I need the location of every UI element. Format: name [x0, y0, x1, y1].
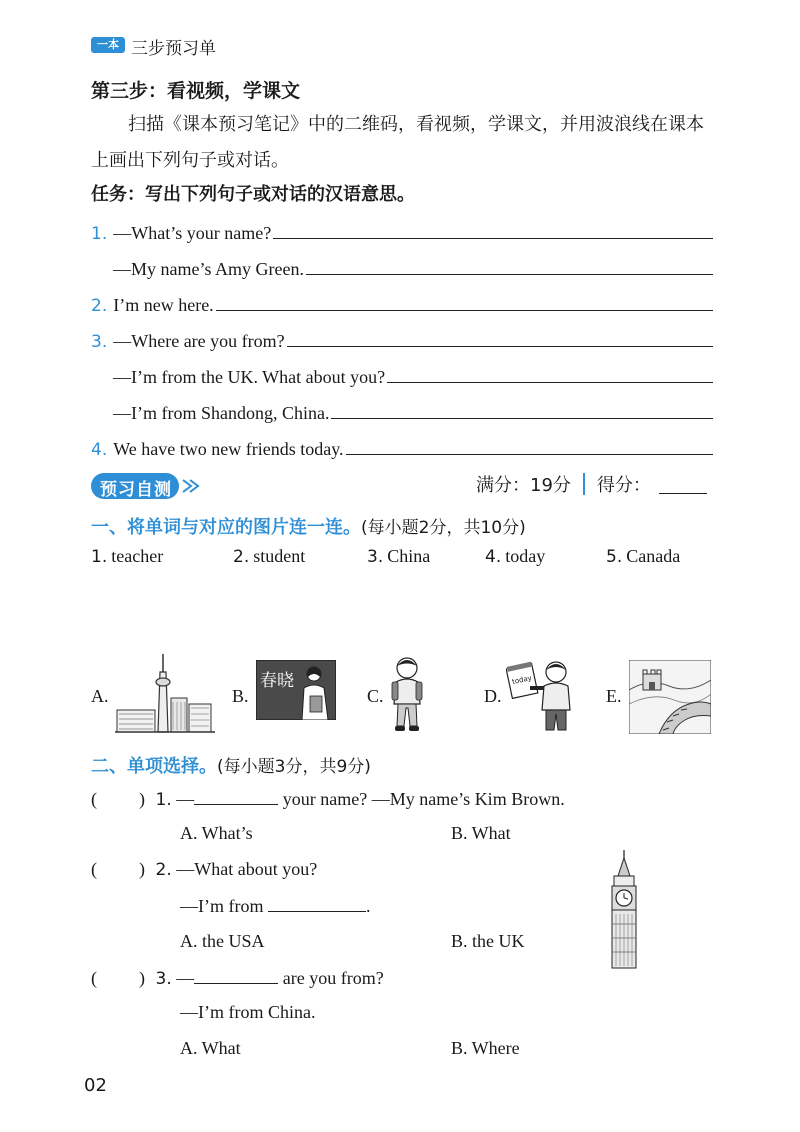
item-text: —Where are you from? — [113, 331, 285, 351]
series-title: 三步预习单 — [131, 39, 216, 59]
score-area — [476, 471, 707, 497]
question-2 — [91, 859, 317, 880]
boy-calendar-icon[interactable] — [506, 658, 578, 734]
translation-item — [91, 250, 713, 280]
answer-line[interactable] — [346, 454, 713, 455]
word-number: 4. — [485, 547, 502, 567]
item-text: I’m new here. — [113, 295, 214, 315]
answer-line[interactable] — [331, 418, 713, 419]
item-number: 1. — [91, 224, 108, 244]
series-logo: 一本 — [91, 37, 125, 53]
question-line2-prefix: —I’m from — [180, 896, 268, 916]
question-suffix: your name? —My name’s Kim Brown. — [278, 789, 565, 809]
item-number: 3. — [91, 332, 108, 352]
item-text: —I’m from the UK. What about you? — [113, 367, 386, 387]
page-number: 02 — [84, 1075, 107, 1096]
section1-title — [91, 513, 526, 539]
item-text: —I’m from Shandong, China. — [113, 403, 330, 423]
fill-blank[interactable] — [268, 895, 366, 912]
answer-line[interactable] — [287, 346, 713, 347]
translation-item — [91, 322, 713, 352]
answer-bracket-open[interactable]: ( — [91, 968, 97, 988]
item-text: —What’s your name? — [113, 223, 272, 243]
translation-item — [91, 358, 713, 388]
section2-title — [91, 752, 371, 778]
word-text: Canada — [626, 546, 681, 566]
question-prefix: —What about you? — [176, 859, 318, 879]
word-text: teacher — [111, 546, 164, 566]
translation-item — [91, 394, 713, 424]
word-item[interactable] — [233, 546, 305, 567]
answer-bracket-close[interactable]: ) — [139, 859, 145, 879]
picture-letter: E. — [606, 686, 622, 706]
quiz-badge — [91, 472, 201, 500]
question-prefix: — — [176, 968, 195, 988]
got-score-label: 得分： — [596, 475, 651, 496]
word-text: student — [253, 546, 306, 566]
section2-heading: 二、单项选择。 — [91, 756, 217, 777]
step-title: 第三步：看视频，学课文 — [91, 80, 301, 102]
picture-letter: C. — [367, 686, 384, 706]
answer-line[interactable] — [216, 310, 713, 311]
translation-item — [91, 286, 713, 316]
score-input-line[interactable] — [659, 475, 707, 494]
picture-letter: B. — [232, 686, 249, 706]
option-a[interactable]: A. the USA — [180, 931, 265, 951]
word-item[interactable] — [91, 546, 163, 567]
answer-line[interactable] — [306, 274, 713, 275]
question-3-line2: —I’m from China. — [180, 1002, 316, 1022]
answer-line[interactable] — [273, 238, 713, 239]
question-number: 3. — [155, 969, 172, 989]
cn-tower-icon[interactable] — [115, 652, 215, 734]
answer-bracket-close[interactable]: ) — [139, 968, 145, 988]
translation-item — [91, 214, 713, 244]
score-divider — [583, 473, 585, 495]
task-title: 任务：写出下列句子或对话的汉语意思。 — [91, 184, 415, 205]
blackboard-text: 春晓 — [260, 671, 294, 691]
picture-letter: D. — [484, 686, 502, 706]
option-b[interactable]: B. the UK — [451, 931, 525, 951]
word-text: China — [387, 546, 431, 566]
answer-line[interactable] — [387, 382, 713, 383]
full-score: 满分：19分 — [476, 475, 571, 496]
question-number: 1. — [155, 790, 172, 810]
step-instruction: 扫描《课本预习笔记》中的二维码，看视频，学课文，并用波浪线在课本上画出下列句子或对话。 — [91, 114, 704, 171]
section1-note: (每小题2分，共10分) — [361, 518, 526, 538]
word-number: 3. — [367, 547, 384, 567]
fill-blank[interactable] — [194, 967, 278, 984]
question-number: 2. — [155, 860, 172, 880]
question-line2-suffix: . — [365, 896, 371, 916]
item-number: 4. — [91, 440, 108, 460]
option-b[interactable]: B. What — [451, 823, 511, 843]
word-number: 1. — [91, 547, 108, 567]
item-number: 2. — [91, 296, 108, 316]
question-prefix: — — [176, 789, 195, 809]
word-item[interactable] — [606, 546, 680, 567]
option-a[interactable]: A. What — [180, 1038, 241, 1058]
teacher-blackboard-icon[interactable] — [256, 660, 336, 720]
section2-note: (每小题3分，共9分) — [217, 757, 371, 777]
answer-bracket-open[interactable]: ( — [91, 789, 97, 809]
word-text: today — [505, 546, 546, 566]
word-number: 5. — [606, 547, 623, 567]
quiz-badge-label: 预习自测 — [100, 480, 172, 500]
answer-bracket-close[interactable]: ) — [139, 789, 145, 809]
option-a[interactable]: A. What’s — [180, 823, 253, 843]
picture-letter: A. — [91, 686, 109, 706]
word-item[interactable] — [485, 546, 545, 567]
question-2-line2 — [180, 895, 370, 917]
question-3 — [91, 967, 384, 989]
item-text: We have two new friends today. — [113, 439, 344, 459]
great-wall-icon[interactable] — [629, 660, 711, 734]
question-1 — [91, 788, 565, 810]
translation-item — [91, 430, 713, 460]
item-text: —My name’s Amy Green. — [113, 259, 304, 279]
section1-heading: 一、将单词与对应的图片连一连。 — [91, 517, 361, 538]
word-item[interactable] — [367, 546, 430, 567]
fill-blank[interactable] — [194, 788, 278, 805]
option-b[interactable]: B. Where — [451, 1038, 520, 1058]
student-boy-icon[interactable] — [389, 656, 425, 734]
big-ben-icon — [606, 850, 642, 970]
answer-bracket-open[interactable]: ( — [91, 859, 97, 879]
calendar-text: today — [511, 674, 533, 686]
word-number: 2. — [233, 547, 250, 567]
translation-list — [91, 214, 713, 460]
question-suffix: are you from? — [278, 968, 384, 988]
